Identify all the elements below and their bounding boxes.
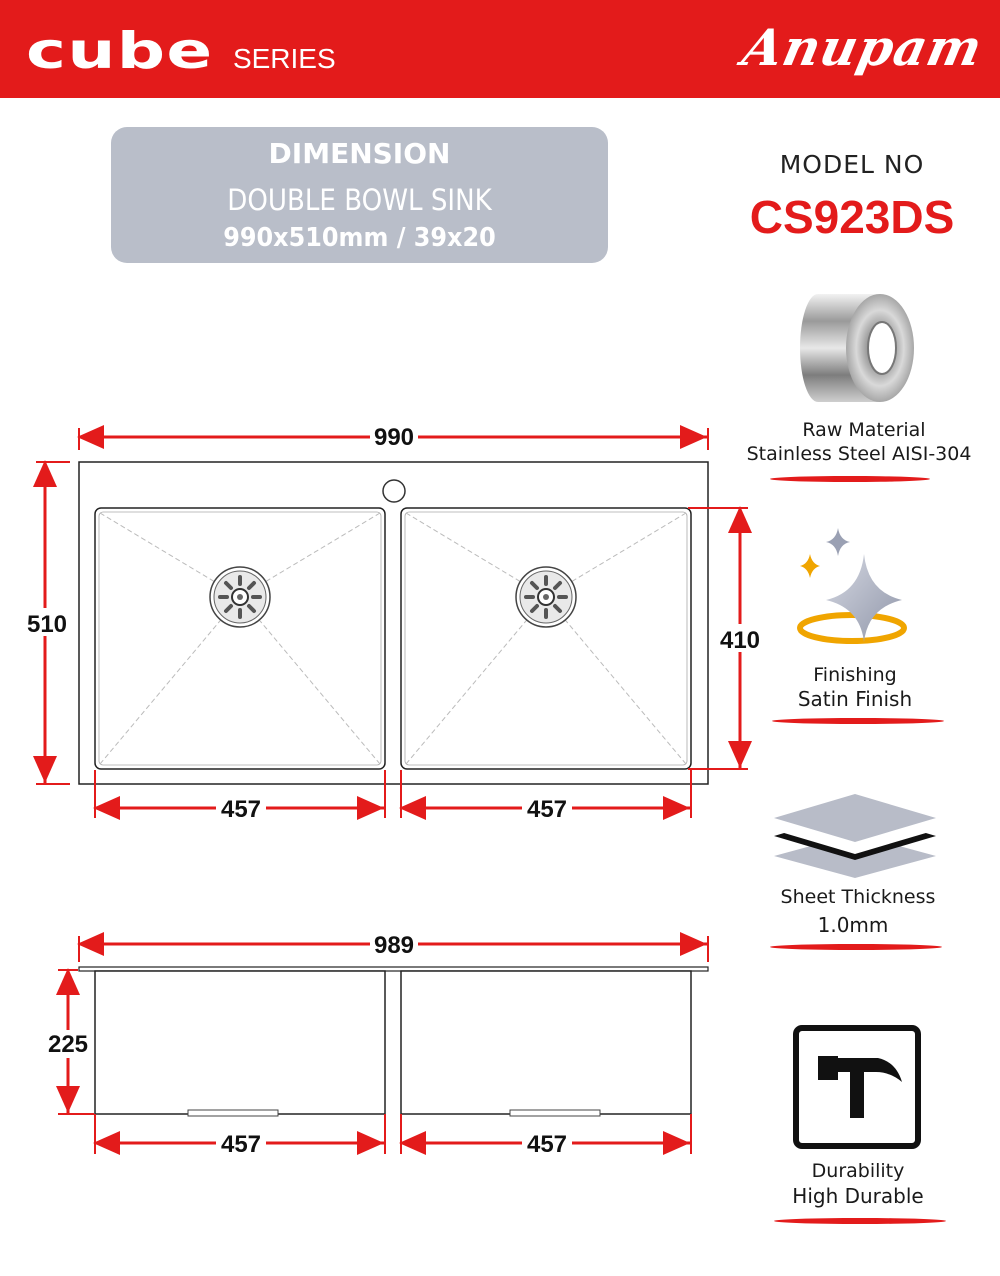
top-width-dimension — [79, 424, 708, 451]
left-bowl — [95, 508, 385, 769]
sink-side-profile — [79, 967, 708, 1116]
feature-finishing-value: Satin Finish — [797, 687, 913, 711]
series-name: cube — [26, 22, 214, 80]
feature-thickness-title: Sheet Thickness — [780, 886, 936, 908]
feature-raw-material-value: Stainless Steel AISI-304 — [746, 443, 972, 465]
series-word: SERIES — [232, 43, 336, 74]
feature-raw-material-title: Raw Material — [802, 419, 926, 441]
side-left-bowl-label: 457 — [220, 1131, 262, 1158]
side-right-bowl-label: 457 — [526, 1131, 568, 1158]
feature-underline — [770, 944, 942, 950]
feature-underline — [770, 476, 930, 482]
steel-coil-icon — [798, 286, 918, 410]
drain-strainer-icon — [516, 567, 576, 627]
tap-hole — [383, 480, 405, 502]
dimension-title: DIMENSION — [268, 137, 451, 170]
right-bowl — [401, 508, 691, 769]
right-bowl-width-label: 457 — [526, 796, 568, 823]
feature-durability-value: High Durable — [792, 1184, 924, 1208]
side-width-dimension — [79, 932, 708, 962]
feature-finishing-title: Finishing — [813, 664, 897, 686]
side-width-label: 989 — [373, 932, 415, 959]
side-height-dimension — [42, 970, 94, 1114]
feature-thickness-value: 1.0mm — [817, 913, 889, 937]
feature-durability-title: Durability — [811, 1160, 905, 1182]
model-label: MODEL NO — [779, 150, 925, 179]
series-logo — [26, 22, 336, 80]
left-bowl-width-label: 457 — [220, 796, 262, 823]
sink-type: DOUBLE BOWL SINK — [227, 183, 492, 217]
side-view-drawing — [0, 930, 780, 1170]
top-depth-label: 510 — [26, 611, 68, 638]
layers-icon — [772, 794, 938, 878]
side-right-bowl-dimension — [401, 1114, 691, 1158]
model-code: CS923DS — [749, 191, 955, 243]
feature-underline — [774, 1218, 946, 1224]
side-left-bowl-dimension — [95, 1114, 385, 1158]
sink-size: 990x510mm / 39x20 — [223, 223, 496, 253]
bowl-depth-label: 410 — [719, 627, 761, 654]
dimension-box — [111, 127, 608, 263]
brand-logo: Anupam — [737, 18, 989, 77]
top-depth-dimension — [22, 462, 72, 784]
feature-underline — [772, 718, 944, 724]
header-banner — [0, 0, 1000, 98]
side-height-label: 225 — [47, 1031, 89, 1058]
sparkle-icon — [792, 524, 918, 648]
hammer-icon — [792, 1024, 922, 1150]
top-view-drawing — [0, 420, 780, 830]
drain-strainer-icon — [210, 567, 270, 627]
top-width-label: 990 — [373, 424, 415, 451]
